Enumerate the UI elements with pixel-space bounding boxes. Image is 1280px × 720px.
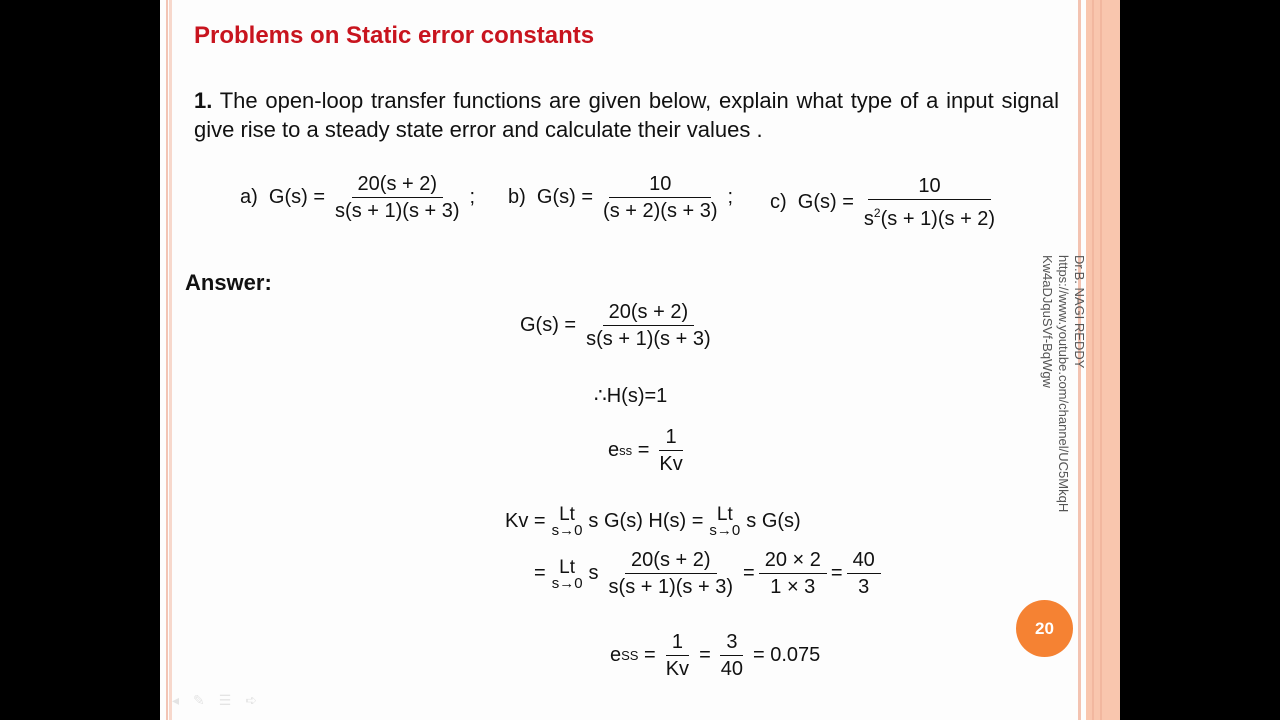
fraction	[858, 174, 1001, 231]
left-border-line-inner	[169, 0, 172, 720]
problem-lhs: G(s) =	[797, 191, 854, 213]
fraction	[580, 300, 716, 351]
denominator: Kv	[665, 658, 690, 680]
numerator: 20(s + 2)	[603, 300, 694, 326]
denominator: 40	[720, 658, 743, 680]
answer-label: Answer:	[185, 270, 272, 295]
limit	[709, 504, 741, 539]
limit	[551, 504, 583, 539]
denominator: (s + 2)(s + 3)	[603, 200, 718, 222]
denominator: s(s + 1)(s + 3)	[335, 200, 460, 222]
menu-icon[interactable]: ☰	[218, 692, 232, 708]
ess-sub: ss	[619, 443, 633, 458]
numerator: 1	[666, 630, 689, 656]
separator: ;	[727, 186, 734, 208]
solution-kv-eval	[534, 548, 885, 599]
fraction	[597, 172, 723, 223]
equals: =	[644, 644, 656, 666]
solution-kv	[505, 505, 801, 537]
kv-tail: s G(s)	[746, 509, 801, 532]
limit-sub: s→0	[709, 522, 741, 539]
gs-lhs: G(s) =	[520, 314, 577, 336]
denominator: s(s + 1)(s + 3)	[608, 576, 734, 598]
ess-e: e	[608, 439, 620, 461]
back-arrow-icon[interactable]: ◂	[172, 692, 180, 708]
right-border-stripe	[1100, 0, 1102, 720]
numerator: 20(s + 2)	[352, 172, 443, 198]
equals: =	[830, 562, 843, 584]
page-number-badge: 20	[1016, 600, 1073, 657]
ess-sub: SS	[621, 648, 639, 663]
watermark-url-line1: https://www.youtube.com/channel/UC5MkqH	[1056, 255, 1071, 513]
den-rest: (s + 1)(s + 2)	[880, 208, 996, 230]
denominator	[858, 200, 1001, 231]
solution-ess-definition	[608, 425, 693, 476]
numerator: 40	[847, 548, 881, 574]
ess-e: e	[610, 644, 622, 666]
limit-label: Lt	[559, 504, 575, 525]
problem-b	[508, 172, 733, 223]
fraction	[759, 548, 827, 599]
problem-lhs: G(s) =	[536, 186, 594, 208]
numerator: 10	[868, 174, 990, 200]
denominator: 3	[858, 576, 870, 598]
fraction	[660, 630, 695, 681]
solution-gs	[520, 300, 721, 351]
forward-arrow-icon[interactable]: ➪	[245, 692, 258, 708]
watermark	[1039, 255, 1087, 512]
exponent: 2	[873, 206, 881, 220]
question-number: 1.	[194, 88, 213, 113]
denominator: Kv	[659, 453, 683, 475]
denominator: s(s + 1)(s + 3)	[586, 328, 711, 350]
watermark-author: Dr.B. NAGI REDDY	[1072, 255, 1087, 369]
fraction	[603, 548, 739, 599]
slideshow-nav	[172, 692, 257, 709]
problem-c	[770, 174, 1005, 231]
right-border-stripe	[1092, 0, 1094, 720]
fraction	[847, 548, 881, 599]
result-value: = 0.075	[753, 644, 821, 666]
numerator: 20(s + 2)	[625, 548, 716, 574]
kv-mid: s G(s) H(s) =	[588, 509, 704, 532]
numerator: 10	[609, 172, 711, 198]
limit	[551, 556, 583, 592]
problem-a	[240, 172, 475, 223]
numerator: 1	[659, 425, 682, 451]
limit-label: Lt	[716, 504, 733, 525]
question-body: The open-loop transfer functions are given below, explain what type of a input signal give rise to a steady state error and calculate their values .	[194, 88, 1059, 142]
limit-sub: s→0	[551, 574, 583, 592]
watermark-url-line2: Kw4aDJquSVf-BqWgw	[1040, 255, 1055, 388]
slide-title: Problems on Static error constants	[194, 22, 595, 49]
denominator: 1 × 3	[770, 576, 816, 598]
numerator: 3	[720, 630, 743, 656]
equals: =	[743, 562, 755, 584]
slide	[160, 0, 1120, 720]
problem-label: c)	[770, 191, 787, 213]
fraction	[715, 630, 749, 681]
limit-sub: s→0	[551, 522, 583, 539]
den-s: s	[863, 208, 874, 230]
equals: =	[534, 562, 546, 584]
fraction	[329, 172, 465, 223]
separator: ;	[469, 186, 476, 208]
pen-icon[interactable]: ✎	[193, 692, 205, 708]
fraction	[653, 425, 688, 476]
numerator: 20 × 2	[759, 548, 827, 574]
problem-label: b)	[508, 186, 526, 208]
question-text	[194, 86, 1059, 144]
left-border-line	[166, 0, 168, 720]
solution-ess-result	[610, 630, 820, 681]
s-factor: s	[588, 562, 599, 584]
solution-hs: ∴H(s)=1	[594, 385, 668, 407]
limit-label: Lt	[559, 556, 576, 578]
equals: =	[699, 644, 711, 666]
kv-lhs: Kv =	[505, 509, 546, 532]
equals: =	[637, 439, 650, 461]
problem-lhs: G(s) =	[268, 186, 326, 208]
problem-label: a)	[240, 186, 258, 208]
